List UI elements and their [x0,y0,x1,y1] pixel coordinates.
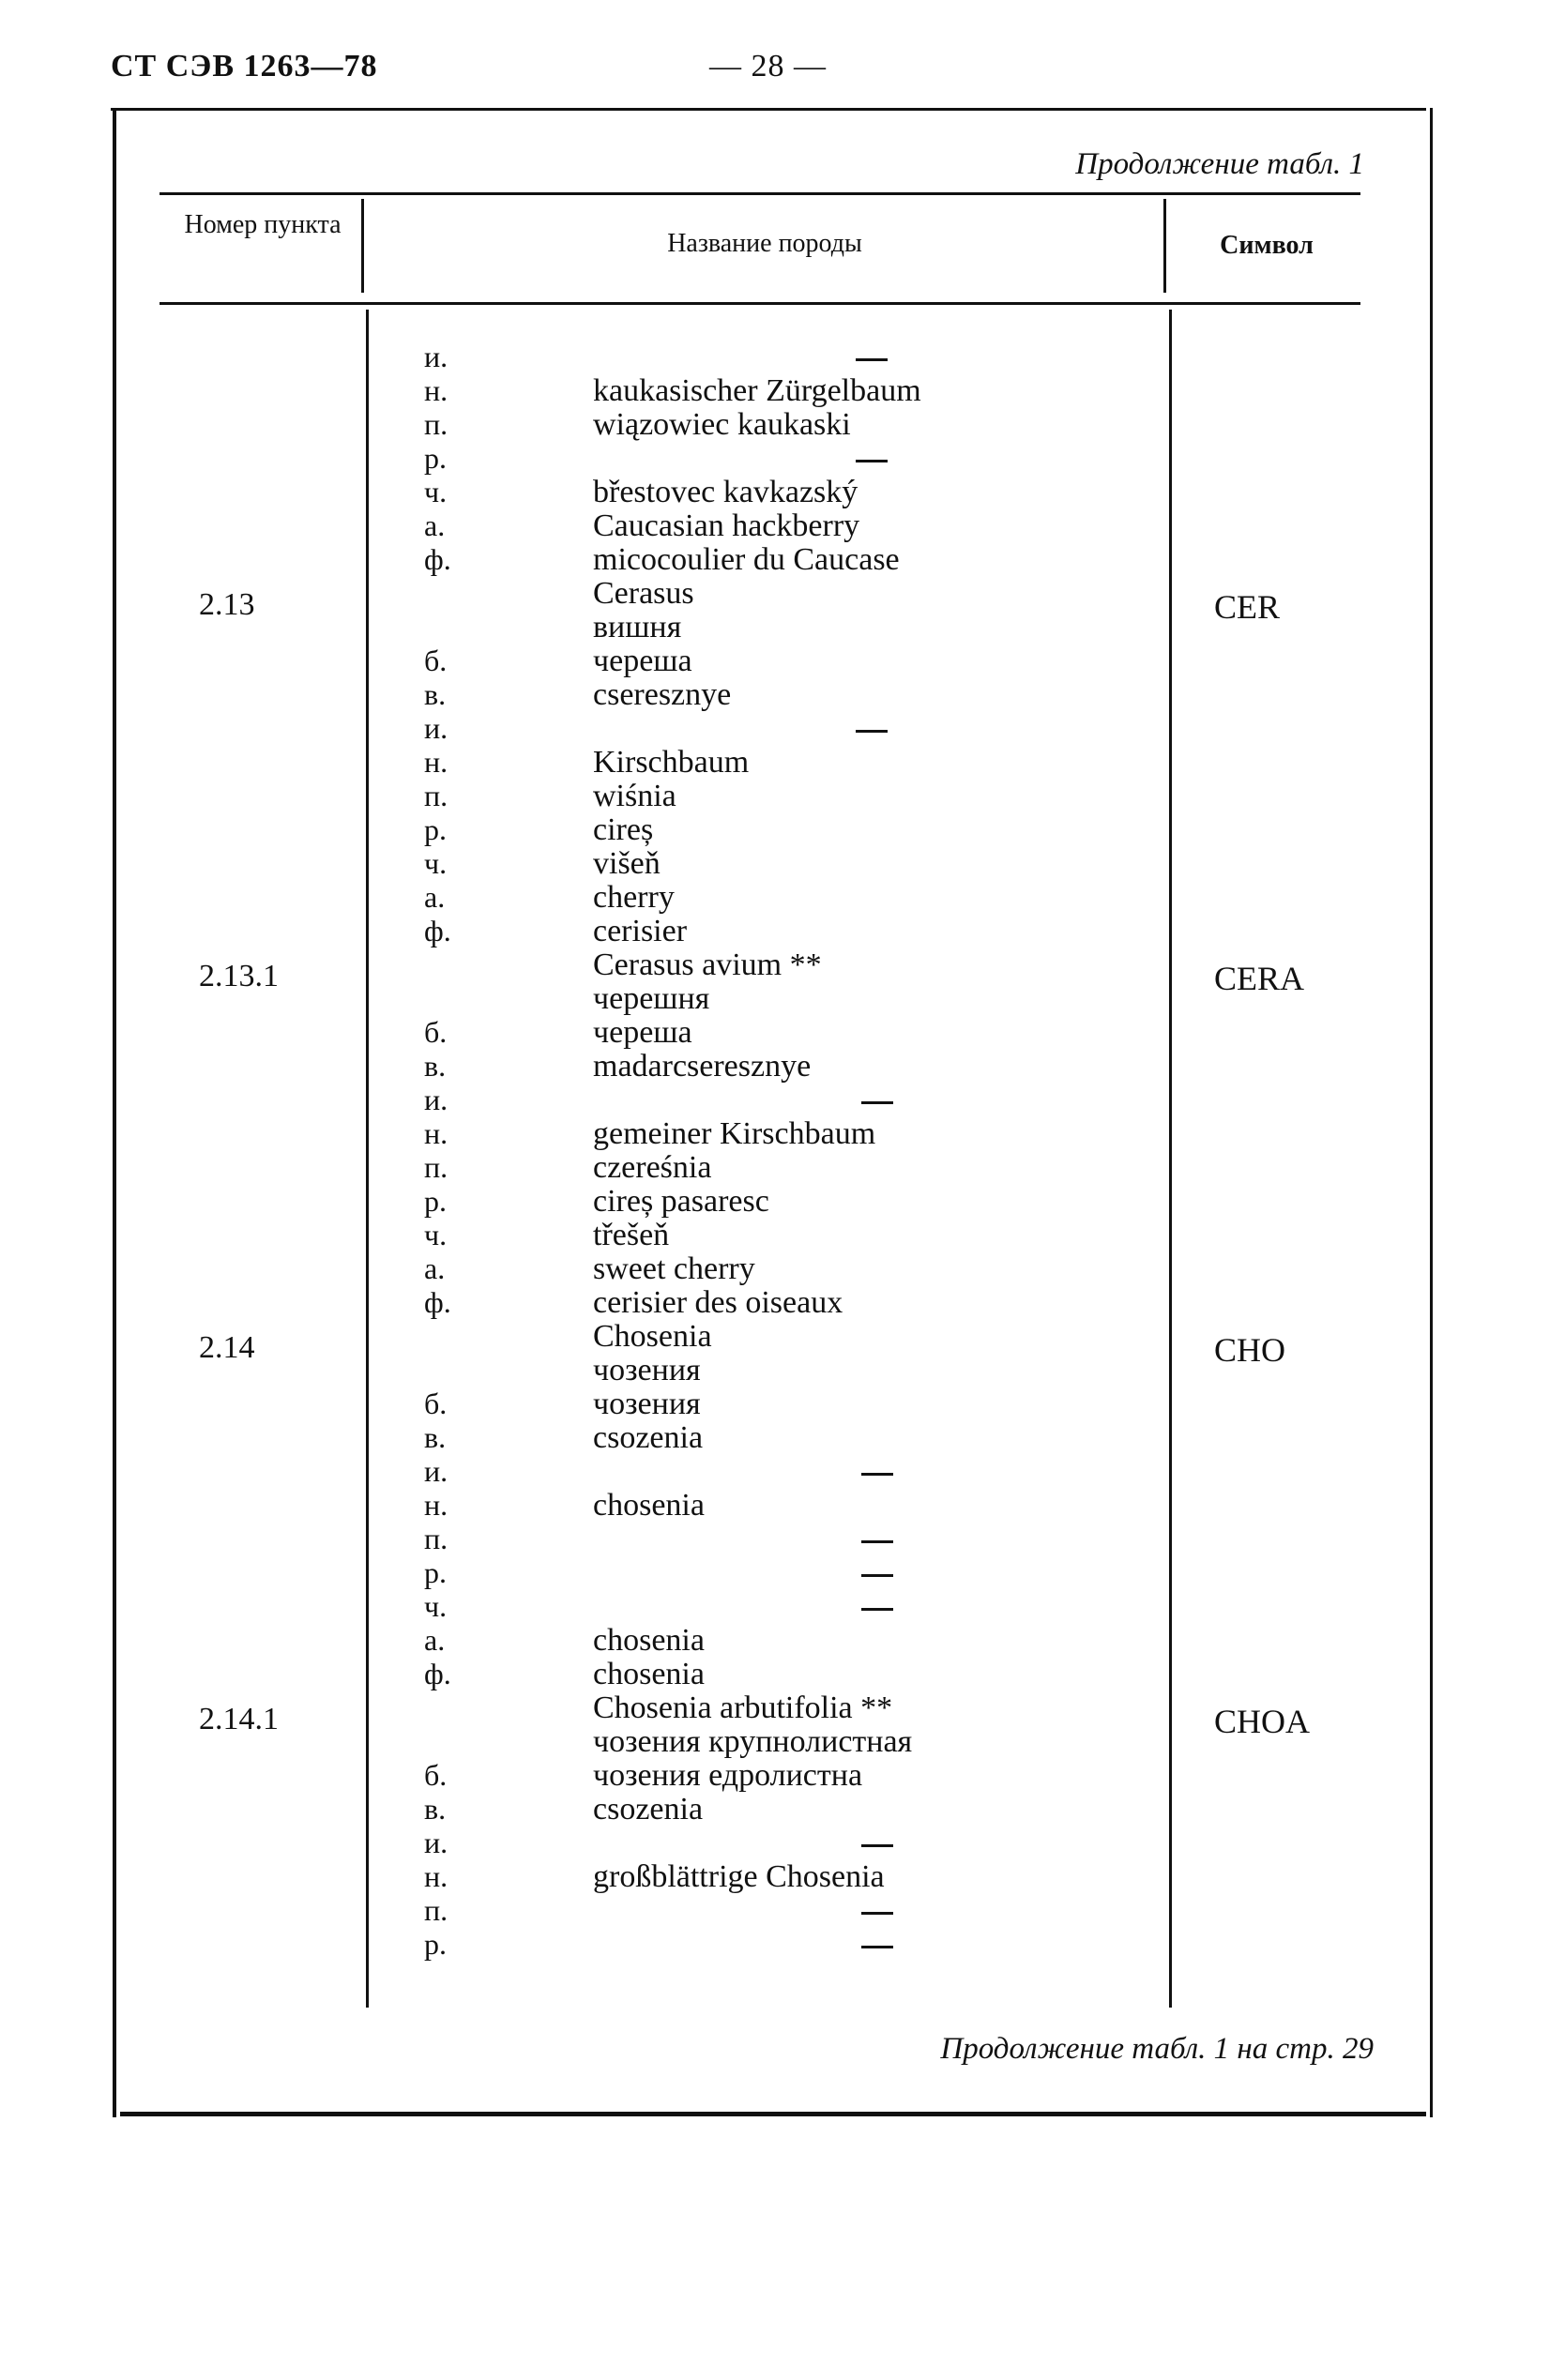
species-symbol: CER [1214,588,1281,626]
language-letter: ф. [424,542,451,576]
language-letter: ч. [424,1589,448,1623]
col-divider-2-head [1163,199,1166,293]
species-name: Kirschbaum [593,745,750,780]
page-number: — 28 — [709,49,827,83]
language-letter: р. [424,812,447,846]
species-name: чозения [593,1353,701,1387]
item-number: 2.13.1 [199,959,279,993]
no-term-dash [861,1844,893,1847]
language-letter: в. [424,1792,447,1826]
language-letter: п. [424,1522,448,1555]
species-name: cseresznye [593,677,732,712]
no-term-dash [861,1473,893,1476]
continuation-top: Продолжение табл. 1 [1075,147,1364,181]
language-letter: б. [424,1015,448,1049]
language-letter: в. [424,1420,447,1454]
species-name: cerisier [593,914,688,948]
language-letter: н. [424,1859,448,1893]
species-name: břestovec kavkazský [593,475,858,509]
language-letter: ч. [424,846,448,880]
no-term-dash [861,1608,893,1611]
language-letter: ф. [424,1657,451,1690]
no-term-dash [861,1574,893,1577]
language-letter: и. [424,340,448,373]
species-symbol: CERA [1214,960,1305,997]
col-header-symbol: Символ [1220,231,1314,260]
species-name: Chosenia [593,1319,712,1354]
language-letter: ч. [424,475,448,508]
species-name: чозения едролистна [593,1758,863,1793]
language-letter: а. [424,508,446,542]
species-name: вишня [593,610,682,644]
language-letter: а. [424,1623,446,1657]
species-name: gemeiner Kirschbaum [593,1116,876,1151]
no-term-dash [856,358,888,361]
species-name: череша [593,1015,692,1050]
species-name: Chosenia arbutifolia ** [593,1690,893,1725]
language-letter: п. [424,779,448,812]
no-term-dash [856,460,888,462]
species-name: череша [593,644,692,678]
frame-bottom-rule [120,2112,1426,2116]
species-name: wiązowiec kaukaski [593,407,851,442]
species-name: Cerasus avium ** [593,947,822,982]
language-letter: н. [424,1488,448,1522]
language-letter: и. [424,1454,448,1488]
language-letter: р. [424,1555,447,1589]
species-symbol: CHO [1214,1331,1286,1369]
language-letter: н. [424,1116,448,1150]
species-name: sweet cherry [593,1251,755,1286]
language-letter: ч. [424,1218,448,1251]
language-letter: б. [424,644,448,677]
no-term-dash [861,1912,893,1915]
species-name: czereśnia [593,1150,712,1185]
no-term-dash [861,1540,893,1543]
species-name: wiśnia [593,779,676,813]
language-letter: р. [424,1184,447,1218]
table-top-rule [160,192,1360,195]
language-letter: п. [424,407,448,441]
continuation-bottom: Продолжение табл. 1 на стр. 29 [940,2032,1374,2066]
species-name: chosenia [593,1657,705,1691]
species-name: cerisier des oiseaux [593,1285,843,1320]
species-name: višeň [593,846,661,881]
language-letter: б. [424,1758,448,1792]
species-name: micocoulier du Caucase [593,542,900,577]
document-id: СТ СЭВ 1263—78 [111,49,378,83]
language-letter: б. [424,1387,448,1420]
language-letter: р. [424,441,447,475]
language-letter: ф. [424,1285,451,1319]
species-name: cireș [593,812,654,847]
language-letter: п. [424,1150,448,1184]
species-name: chosenia [593,1488,705,1523]
language-letter: а. [424,880,446,914]
species-symbol: CHOA [1214,1703,1311,1740]
language-letter: н. [424,373,448,407]
col-header-number: Номер пункта [184,210,342,239]
language-letter: в. [424,677,447,711]
species-name: madarcseresznye [593,1049,812,1084]
species-name: черешня [593,981,710,1016]
no-term-dash [861,1946,893,1948]
item-number: 2.13 [199,587,255,622]
language-letter: р. [424,1927,447,1961]
language-letter: п. [424,1893,448,1927]
no-term-dash [856,730,888,733]
item-number: 2.14.1 [199,1702,279,1736]
species-name: kaukasischer Zürgelbaum [593,373,921,408]
language-letter: и. [424,711,448,745]
col-header-name: Название породы [667,229,862,258]
item-number: 2.14 [199,1330,255,1365]
table-header-rule [160,302,1360,305]
species-name: csozenia [593,1420,704,1455]
language-letter: н. [424,745,448,779]
species-name: třešeň [593,1218,670,1252]
species-name: Cerasus [593,576,694,611]
language-letter: в. [424,1049,447,1083]
species-name: чозения крупнолистная [593,1724,913,1759]
col-divider-1 [366,310,369,2008]
language-letter: ф. [424,914,451,947]
species-name: cherry [593,880,675,915]
col-divider-1-head [361,199,364,293]
species-name: Caucasian hackberry [593,508,860,543]
language-letter: и. [424,1826,448,1859]
frame-top-rule [111,108,1426,111]
language-letter: а. [424,1251,446,1285]
species-name: chosenia [593,1623,705,1658]
species-name: großblättrige Chosenia [593,1859,885,1894]
species-name: cireș pasaresc [593,1184,769,1219]
species-name: csozenia [593,1792,704,1827]
col-divider-2 [1169,310,1172,2008]
language-letter: и. [424,1083,448,1116]
species-name: чозения [593,1387,701,1421]
no-term-dash [861,1101,893,1104]
